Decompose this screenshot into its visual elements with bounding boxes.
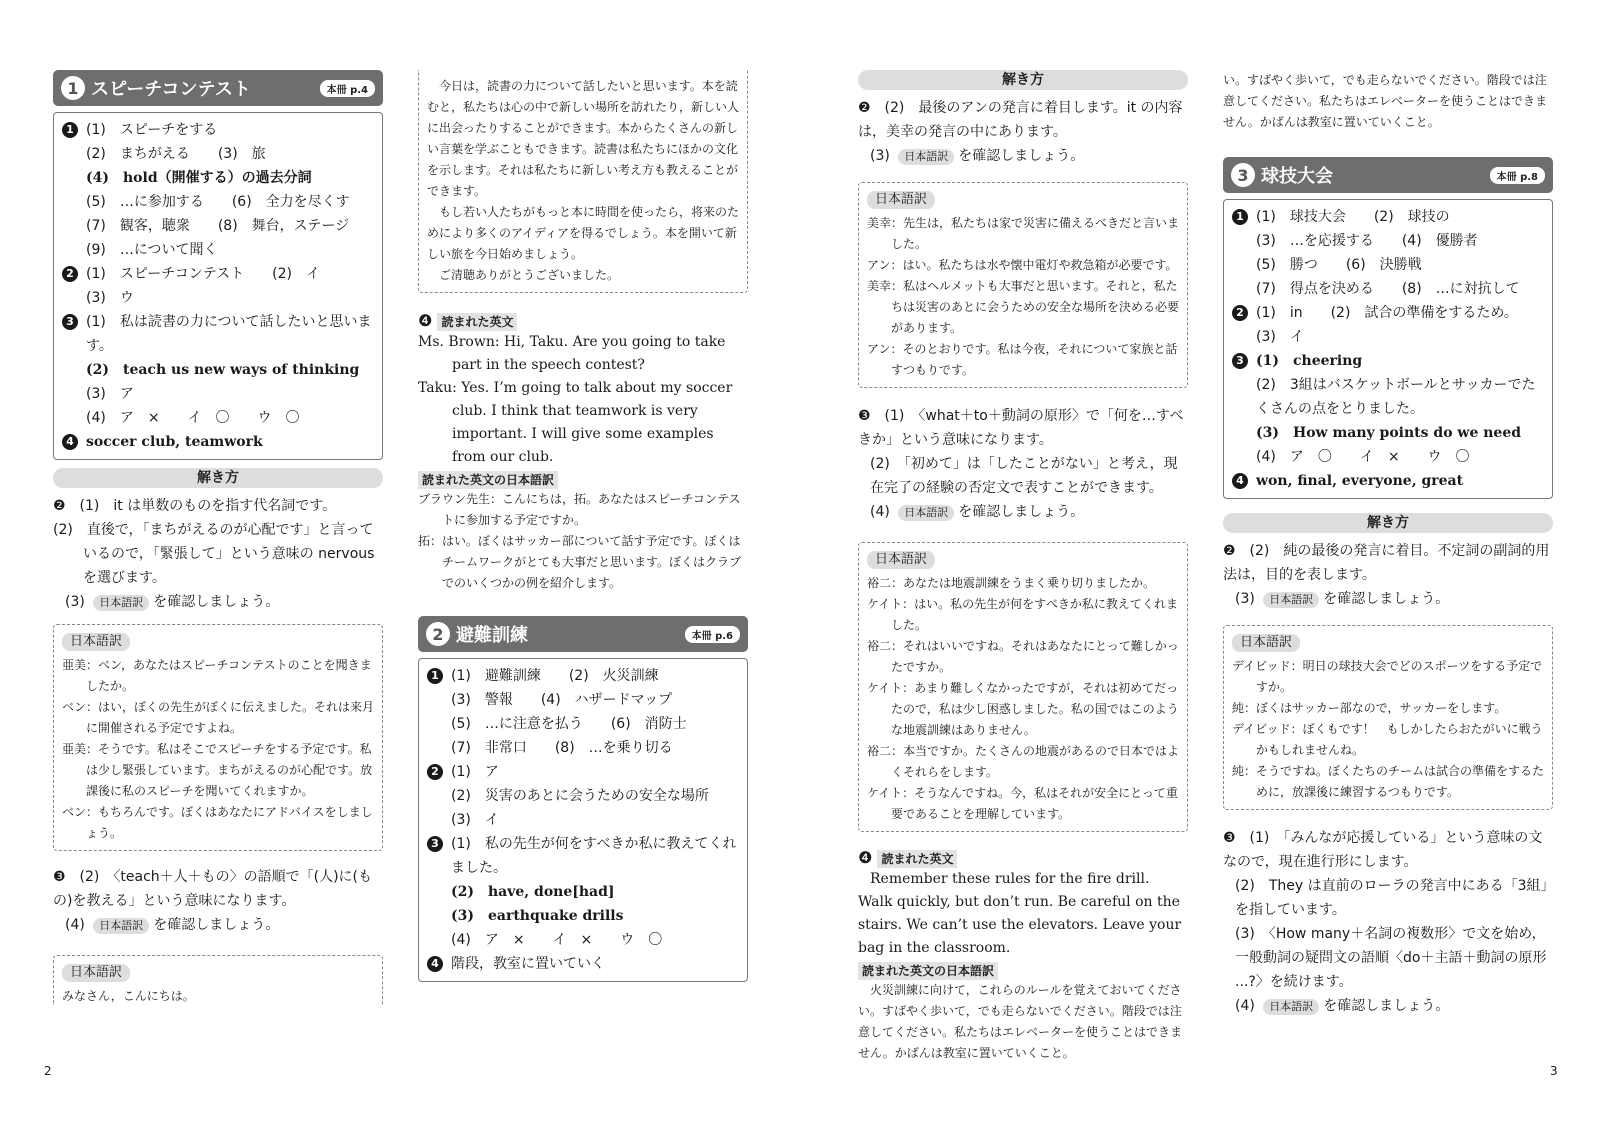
section-page-ref: 本冊 p.8 — [1490, 167, 1545, 184]
translation-label: 日本語訳 — [1232, 634, 1300, 652]
question-number: ❹ — [858, 848, 873, 867]
answer-row — [62, 142, 374, 166]
translation-box — [1223, 625, 1553, 810]
dialog-line: ケイト：そうなんですね。今，私はそれが安全にとって重要であることを理解しています。 — [867, 786, 1178, 821]
speech-paragraph: 今日は，読書の力について話したいと思います。本を読むと，私たちは心の中で新しい場所を訪れたり，新しい人に出会ったりすることができます。本からたくさんの新しい言葉を学ぶこともできます。読書は私たちにほかの文化を示します。それは私たちに新しい考え方も教えることができます。 — [427, 79, 740, 198]
question-number-badge: 2 — [1232, 305, 1248, 321]
passage-translation — [418, 489, 748, 594]
section-title: 球技大会 — [1261, 166, 1333, 187]
answer-row — [1232, 277, 1544, 301]
explanation-line: ❸ (2) 〈teach＋人＋もの〉の語順で「(人)に(もの)を教える」という意味になります。 — [53, 869, 373, 909]
explanation — [858, 96, 1188, 168]
explanation — [53, 865, 383, 937]
answer-text: (3) ウ — [86, 290, 134, 306]
answer-text: (1) 私は読書の力について話したいと思います。 — [86, 314, 372, 354]
question-number-badge: 2 — [427, 764, 443, 780]
answer-text: (2) have, done[had] — [451, 884, 615, 900]
answer-text: (5) 勝つ (6) 決勝戦 — [1256, 257, 1422, 273]
answer-text: (1) 私の先生が何をすべきか私に教えてくれました。 — [451, 836, 737, 876]
speech-paragraph: ご清聴ありがとうございました。 — [439, 268, 620, 282]
question-number-badge: 3 — [427, 836, 443, 852]
translation-box — [858, 182, 1188, 388]
translation-badge: 日本語訳 — [93, 918, 149, 934]
section-title: 避難訓練 — [456, 625, 528, 646]
answer-text: (4) ア × イ × ウ 〇 — [451, 932, 663, 948]
answer-box — [418, 658, 748, 982]
item-number: (3) — [870, 148, 890, 164]
question-number-badge: 1 — [427, 668, 443, 684]
answer-text: (3) ア — [86, 386, 134, 402]
item-number: (4) — [65, 917, 85, 933]
answer-text: (3) イ — [451, 812, 499, 828]
column-4 — [1223, 70, 1553, 1018]
dialog-line: 裕二：本当ですか。たくさんの地震があるので日本ではよくそれらをします。 — [867, 744, 1180, 779]
answer-row — [427, 784, 739, 808]
explanation-line: ❸ (1) 〈what＋to＋動詞の原形〉で「何を…すべきか」という意味になります。 — [858, 408, 1184, 448]
answer-text: 階段，教室に置いていく — [451, 956, 605, 972]
answer-text: (7) 得点を決める (8) …に対抗して — [1256, 281, 1520, 297]
check-text: を確認しましょう。 — [153, 917, 280, 933]
answer-text: won, final, everyone, great — [1256, 473, 1464, 489]
explanation-line: (2) They は直前のローラの発言中にある「3組」を指しています。 — [1235, 878, 1548, 918]
column-3 — [858, 70, 1188, 1060]
translation-line: 拓：はい。ぼくはサッカー部について話す予定です。ぼくはチームワークがとても大事だと思います。ぼくはクラブでのいくつかの例を紹介します。 — [418, 534, 742, 590]
column-1 — [53, 70, 383, 1015]
check-text: を確認しましょう。 — [153, 594, 280, 610]
translation-box — [53, 624, 383, 851]
explanation — [858, 404, 1188, 524]
answer-text: (5) …に参加する (6) 全力を尽くす — [86, 194, 350, 210]
translation-label: 日本語訳 — [867, 551, 935, 569]
section-number: 2 — [426, 622, 450, 646]
translation-badge: 日本語訳 — [898, 505, 954, 521]
explanation-line — [1223, 587, 1553, 611]
question-number-badge: 3 — [62, 314, 78, 330]
translation-box — [858, 542, 1188, 832]
section-header — [1223, 157, 1553, 193]
explanation-heading: 解き方 — [1223, 513, 1553, 533]
answer-row — [62, 358, 374, 382]
answer-row — [1232, 349, 1544, 373]
answer-row — [1232, 373, 1544, 421]
translation-label: 日本語訳 — [62, 633, 130, 651]
answer-row — [1232, 325, 1544, 349]
dialog-line: ベン：はい，ぼくの先生がぼくに伝えました。それは来月に開催される予定ですよね。 — [62, 700, 375, 735]
section-title: スピーチコンテスト — [91, 79, 251, 100]
answer-row — [427, 904, 739, 928]
passage-line: Taku: Yes. I’m going to talk about my soccer club. I think that teamwork is very important. I will give some examples from our club. — [418, 380, 733, 465]
explanation-line: ❷ (2) 最後のアンの発言に着目します。it の内容は，美幸の発言の中にあります。 — [858, 100, 1183, 140]
passage-translation-continued: い。すばやく歩いて，でも走らないでください。階段では注意してください。私たちはエレベーターを使うことはできません。かばんは教室に置いていくこと。 — [1223, 73, 1548, 129]
answer-text: (1) 避難訓練 (2) 火災訓練 — [451, 668, 659, 684]
answer-text: soccer club, teamwork — [86, 434, 263, 450]
answer-text: (1) スピーチをする — [86, 122, 218, 138]
section-page-ref: 本冊 p.4 — [320, 80, 375, 97]
answer-row — [62, 166, 374, 190]
translation-label: 日本語訳 — [867, 191, 935, 209]
read-english-label: 読まれた英文 — [877, 850, 957, 868]
check-text: を確認しましょう。 — [958, 148, 1085, 164]
answer-row — [62, 214, 374, 238]
explanation-line: (2) 直後で，「まちがえるのが心配です」と言っているので，「緊張して」という意味の nervous を選びます。 — [53, 522, 375, 586]
item-number: (3) — [65, 594, 85, 610]
answer-text: (5) …に注意を払う (6) 消防士 — [451, 716, 687, 732]
translation-box — [53, 955, 383, 1005]
answer-text: (1) in (2) 試合の準備をするため。 — [1256, 305, 1518, 321]
translation-line: ブラウン先生：こんにちは，拓。あなたはスピーチコンテストに参加する予定ですか。 — [418, 492, 741, 527]
answer-row — [62, 118, 374, 142]
answer-text: (2) teach us new ways of thinking — [86, 362, 360, 378]
answer-row — [1232, 421, 1544, 445]
answer-row — [62, 190, 374, 214]
answer-text: (4) ア × イ 〇 ウ 〇 — [86, 410, 300, 426]
dialog-line: アン：そのとおりです。私は今夜，それについて家族と話すつもりです。 — [867, 342, 1178, 377]
answer-text: (9) …について聞く — [86, 242, 218, 258]
read-english-jp-label: 読まれた英文の日本語訳 — [858, 962, 998, 980]
answer-text: (1) cheering — [1256, 353, 1363, 369]
answer-row — [62, 262, 374, 286]
question-number-badge: 4 — [62, 434, 78, 450]
answer-row — [1232, 229, 1544, 253]
dialog-line: 美幸：先生は，私たちは家で災害に備えるべきだと言いました。 — [867, 216, 1180, 251]
explanation — [1223, 539, 1553, 611]
answer-box — [53, 112, 383, 460]
translation-badge: 日本語訳 — [898, 149, 954, 165]
english-passage — [418, 331, 748, 469]
question-number-badge: 1 — [1232, 209, 1248, 225]
answer-row — [427, 760, 739, 784]
dialog-line: デイビッド：ぼくもです！ もしかしたらおたがいに戦うかもしれませんね。 — [1232, 722, 1543, 757]
answer-row — [1232, 301, 1544, 325]
check-text: を確認しましょう。 — [958, 504, 1085, 520]
translation-badge: 日本語訳 — [93, 595, 149, 611]
answer-text: (3) 警報 (4) ハザードマップ — [451, 692, 673, 708]
answer-text: (1) 球技大会 (2) 球技の — [1256, 209, 1450, 225]
explanation-line: (3) 〈How many＋名詞の複数形〉で文を始め，一般動詞の疑問文の語順〈do＋主語＋動詞の原形 ...?〉を続けます。 — [1235, 926, 1547, 990]
explanation — [1223, 826, 1553, 1018]
dialog-line: みなさん，こんにちは。 — [62, 989, 195, 1003]
passage-translation: 火災訓練に向けて，これらのルールを覚えておいてください。すばやく歩いて，でも走らないでください。階段では注意してください。私たちはエレベーターを使うことはできません。かばんは教室に置いていくこと。 — [858, 983, 1183, 1060]
answer-text: (4) ア 〇 イ × ウ 〇 — [1256, 449, 1470, 465]
item-number: (4) — [870, 504, 890, 520]
answer-row — [62, 406, 374, 430]
answer-text: (3) earthquake drills — [451, 908, 624, 924]
dialog-line: ベン：もちろんです。ぼくはあなたにアドバイスをしましょう。 — [62, 805, 373, 840]
answer-text: (3) How many points do we need — [1256, 425, 1522, 441]
check-text: を確認しましょう。 — [1323, 998, 1450, 1014]
check-text: を確認しましょう。 — [1323, 591, 1450, 607]
dialog-line: 純：そうですね。ぼくたちのチームは試合の準備をするために，放課後に練習するつもりです。 — [1232, 764, 1545, 799]
answer-row — [427, 832, 739, 880]
explanation-heading: 解き方 — [858, 70, 1188, 90]
read-english-jp-label: 読まれた英文の日本語訳 — [418, 471, 558, 489]
section-page-ref: 本冊 p.6 — [685, 626, 740, 643]
read-english-label: 読まれた英文 — [437, 313, 517, 331]
explanation-line — [858, 500, 1188, 524]
explanation-line — [53, 913, 383, 937]
page-number-right: 3 — [1550, 1064, 1558, 1078]
answer-text: (7) 観客，聴衆 (8) 舞台，ステージ — [86, 218, 350, 234]
explanation-line: ❷ (1) it は単数のものを指す代名詞です。 — [53, 498, 337, 514]
section-header — [53, 70, 383, 106]
section-header — [418, 616, 748, 652]
answer-row — [62, 286, 374, 310]
answer-row — [1232, 253, 1544, 277]
answer-row — [1232, 445, 1544, 469]
answer-row — [427, 736, 739, 760]
speech-paragraph: もし若い人たちがもっと本に時間を使ったら，将来のためにより多くのアイディアを得るでしょう。本を開いて新しい旅を今日始めましょう。 — [427, 205, 740, 261]
answer-row — [1232, 469, 1544, 493]
answer-row — [427, 712, 739, 736]
question-number-badge: 2 — [62, 266, 78, 282]
translation-label: 日本語訳 — [62, 964, 130, 982]
answer-row — [427, 928, 739, 952]
dialog-line: 美幸：私はヘルメットも大事だと思います。それと，私たちは災害のあとに会うための安全な場所を決める必要があります。 — [867, 279, 1180, 335]
dialog-line: デイビッド：明日の球技大会でどのスポーツをする予定ですか。 — [1232, 659, 1543, 694]
translation-badge: 日本語訳 — [1263, 999, 1319, 1015]
question-number-badge: 3 — [1232, 353, 1248, 369]
dialog-line: 裕二：あなたは地震訓練をうまく乗り切りましたか。 — [867, 576, 1156, 590]
listening-script — [418, 311, 748, 594]
answer-row — [427, 880, 739, 904]
dialog-line: 亜美：そうです。私はそこでスピーチをする予定です。私は少し緊張しています。まちがえるのが心配です。放課後に私のスピーチを聞いてくれますか。 — [62, 742, 373, 798]
page-number-left: 2 — [44, 1064, 52, 1078]
listening-script — [858, 848, 1188, 1060]
answer-text: (3) …を応援する (4) 優勝者 — [1256, 233, 1478, 249]
answer-row — [427, 952, 739, 976]
explanation-line: (2) 「初めて」は「したことがない」と考え，現在完了の経験の否定文で表すことができます。 — [870, 456, 1178, 496]
passage-line: Ms. Brown: Hi, Taku. Are you going to take part in the speech contest? — [418, 334, 726, 373]
explanation-line: ❷ (2) 純の最後の発言に着目。不定詞の副詞的用法は，目的を表します。 — [1223, 543, 1550, 583]
answer-text: (2) 3組はバスケットボールとサッカーでたくさんの点をとりました。 — [1256, 377, 1536, 417]
english-passage: Remember these rules for the fire drill. Walk quickly, but don’t run. Be careful on the stairs. We can’t use the elevators. Leave your bag in the classroom. — [858, 871, 1182, 956]
dialog-line: 純：ぼくはサッカー部なので，サッカーをします。 — [1232, 701, 1507, 715]
answer-row — [427, 688, 739, 712]
explanation-line — [858, 144, 1188, 168]
answer-text: (1) ア — [451, 764, 499, 780]
explanation-line — [1223, 994, 1553, 1018]
dialog-line: 亜美：ベン，あなたはスピーチコンテストのことを聞きましたか。 — [62, 658, 372, 693]
dialog-line: 裕二：それはいいですね。それはあなたにとって難しかったですか。 — [867, 639, 1179, 674]
question-number-badge: 4 — [427, 956, 443, 972]
question-number-badge: 1 — [62, 122, 78, 138]
dialog-line: ケイト：あまり難しくなかったですが，それは初めてだったので，私は少し困惑しました。私の国ではこのような地震訓練はありません。 — [867, 681, 1179, 737]
answer-row — [1232, 205, 1544, 229]
explanation-heading: 解き方 — [53, 468, 383, 488]
dialog-line: ケイト：はい。私の先生が何をすべきか私に教えてくれました。 — [867, 597, 1178, 632]
answer-text: (4) hold（開催する）の過去分詞 — [86, 170, 312, 186]
explanation — [53, 494, 383, 614]
answer-row — [62, 238, 374, 262]
answer-row — [427, 808, 739, 832]
answer-text: (1) スピーチコンテスト (2) イ — [86, 266, 320, 282]
answer-row — [62, 310, 374, 358]
column-2 — [418, 70, 748, 982]
question-number: ❹ — [418, 311, 433, 330]
item-number: (4) — [1235, 998, 1255, 1014]
answer-text: (3) イ — [1256, 329, 1304, 345]
answer-row — [62, 430, 374, 454]
section-number: 1 — [61, 76, 85, 100]
translation-badge: 日本語訳 — [1263, 592, 1319, 608]
explanation-line: ❸ (1) 「みんなが応援している」という意味の文なので，現在進行形にします。 — [1223, 830, 1543, 870]
explanation-line — [53, 590, 383, 614]
answer-text: (2) まちがえる (3) 旅 — [86, 146, 266, 162]
section-number: 3 — [1231, 163, 1255, 187]
answer-text: (7) 非常口 (8) …を乗り切る — [451, 740, 673, 756]
translation-box — [418, 70, 748, 293]
question-number-badge: 4 — [1232, 473, 1248, 489]
answer-text: (2) 災害のあとに会うための安全な場所 — [451, 788, 709, 804]
answer-box — [1223, 199, 1553, 499]
answer-row — [62, 382, 374, 406]
dialog-line: アン：はい。私たちは水や懐中電灯や救急箱が必要です。 — [867, 258, 1178, 272]
item-number: (3) — [1235, 591, 1255, 607]
answer-row — [427, 664, 739, 688]
